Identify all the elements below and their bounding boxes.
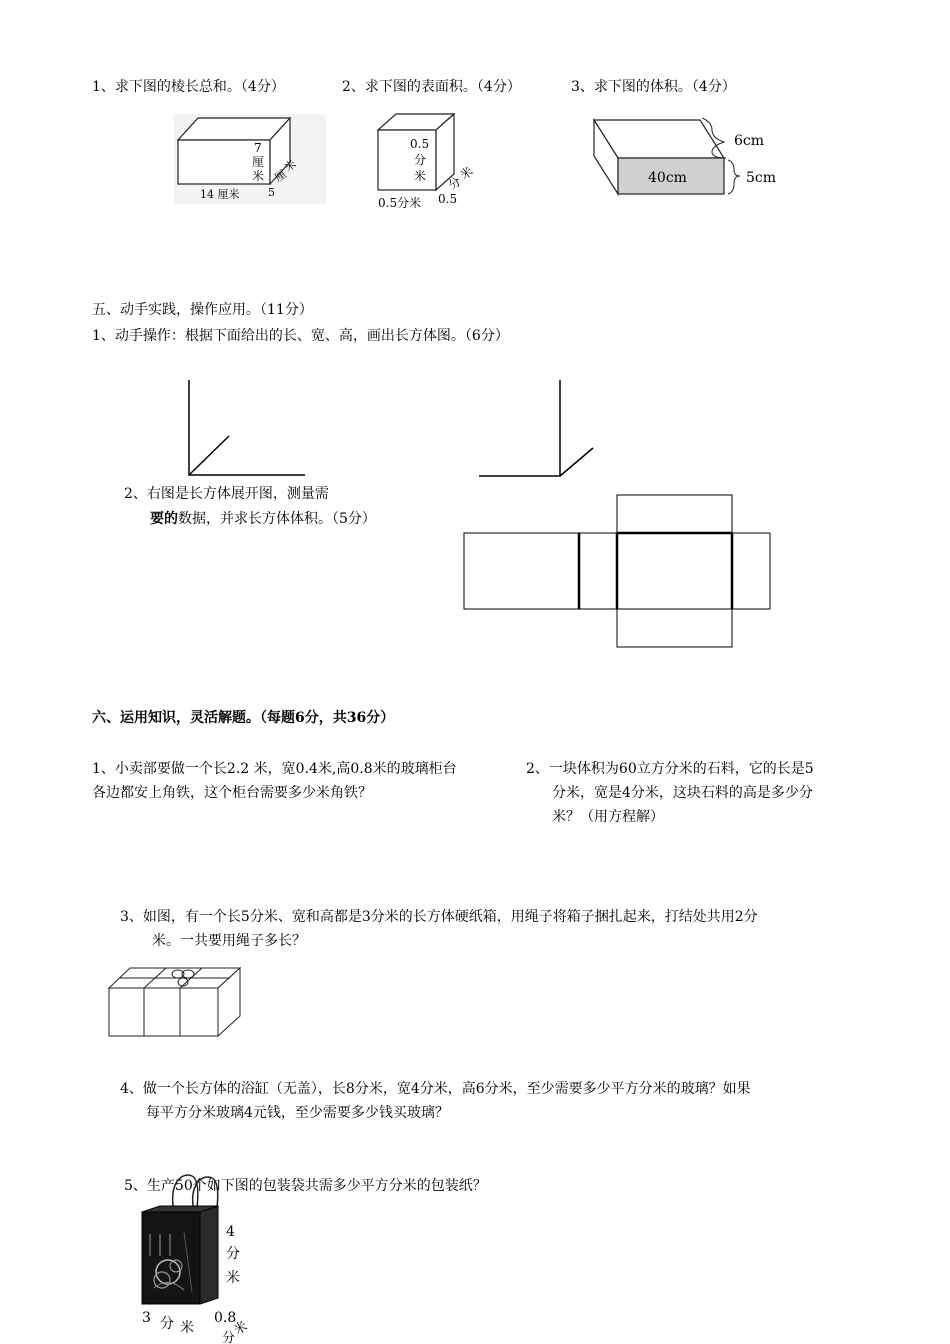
- fig3-front-label: 40cm: [648, 170, 687, 186]
- question-6-4-line2: 每平方分米玻璃4元钱，至少需要多少钱买玻璃？: [146, 1105, 449, 1121]
- bag-width-unit1: 分: [222, 1331, 236, 1344]
- section-6-title: 六、运用知识，灵活解题。（每题6分，共36分）: [92, 710, 395, 726]
- question-5-2-line1: 2、右图是长方体展开图，测量需: [124, 486, 329, 502]
- bag-length-unit1: 分: [160, 1316, 174, 1332]
- shopping-bag-figure: [134, 1172, 264, 1344]
- question-6-2-line2: 分米，宽是4分米，这块石料的高是多少分: [552, 785, 813, 801]
- fig1-height-unit2: 米: [252, 169, 265, 183]
- bag-height-num: 4: [226, 1224, 235, 1240]
- question-6-3-line2: 米。一共要用绳子多长？: [152, 933, 306, 949]
- bag-length-unit2: 米: [180, 1320, 194, 1336]
- section-5-title: 五、动手实践，操作应用。（11分）: [92, 302, 313, 318]
- given-edges-left: [185, 378, 310, 478]
- tied-box-figure: [106, 964, 246, 1039]
- fig2-width-unit1: 分: [445, 174, 464, 193]
- question-5-2-rest: 数据，并求长方体体积。（5分）: [178, 511, 376, 527]
- fig1-height-num: 7: [254, 141, 262, 155]
- question-6-5: 5、生产50个如下图的包装袋共需多少平方分米的包装纸？: [124, 1178, 487, 1194]
- bag-width-num: 0.8: [214, 1310, 237, 1326]
- question-6-2-line3: 米？（用方程解）: [552, 809, 664, 825]
- question-5-1: 1、动手操作：根据下面给出的长、宽、高，画出长方体图。（6分）: [92, 328, 509, 344]
- cuboid-net: [462, 493, 774, 651]
- cuboid-figure-3: [588, 112, 788, 202]
- question-4-2: 2、求下图的表面积。（4分）: [342, 79, 521, 95]
- fig2-length: 0.5分米: [378, 196, 422, 210]
- question-6-1: 1、小卖部要做一个长2.2 米，宽0.4米,高0.8米的玻璃柜台各边都安上角铁，这个柜台需要多少米角铁？: [92, 761, 457, 801]
- bag-height-unit2: 米: [226, 1270, 240, 1286]
- fig3-side-label: 5cm: [746, 170, 777, 186]
- question-5-2-bold: 要的: [150, 511, 178, 527]
- fig2-height-num: 0.5: [410, 137, 430, 151]
- question-6-4-line1: 4、做一个长方体的浴缸（无盖），长8分米，宽4分米，高6分米，至少需要多少平方分米的玻璃？如果: [120, 1081, 751, 1097]
- fig2-height-unit1: 分: [414, 153, 427, 167]
- cuboid-figure-1: [170, 110, 330, 210]
- fig1-width-num: 5: [268, 186, 275, 199]
- bag-width-unit2: 米: [231, 1318, 251, 1339]
- fig1-width-unit2: 米: [282, 157, 299, 175]
- fig2-width-unit2: 米: [457, 164, 476, 183]
- fig1-width-unit1: 厘: [272, 167, 289, 185]
- bag-length-num: 3: [142, 1310, 151, 1326]
- given-edges-right: [475, 378, 600, 478]
- fig1-height-unit1: 厘: [252, 155, 265, 169]
- question-4-3: 3、求下图的体积。（4分）: [571, 79, 736, 95]
- question-6-3-line1: 3、如图，有一个长5分米、宽和高都是3分米的长方体硬纸箱，用绳子将箱子捆扎起来，打结处共用2分: [120, 909, 758, 925]
- cube-figure-2: [372, 110, 492, 215]
- fig3-top-label: 6cm: [734, 133, 765, 149]
- question-6-2-line1: 2、一块体积为60立方分米的石料，它的长是5: [526, 761, 814, 777]
- bag-height-unit1: 分: [226, 1246, 240, 1262]
- fig2-height-unit2: 米: [414, 169, 427, 183]
- question-4-1: 1、求下图的棱长总和。（4分）: [92, 79, 285, 95]
- fig2-width-num: 0.5: [438, 192, 458, 206]
- fig1-length: 14 厘米: [200, 188, 240, 201]
- question-5-2-line2: [150, 507, 376, 531]
